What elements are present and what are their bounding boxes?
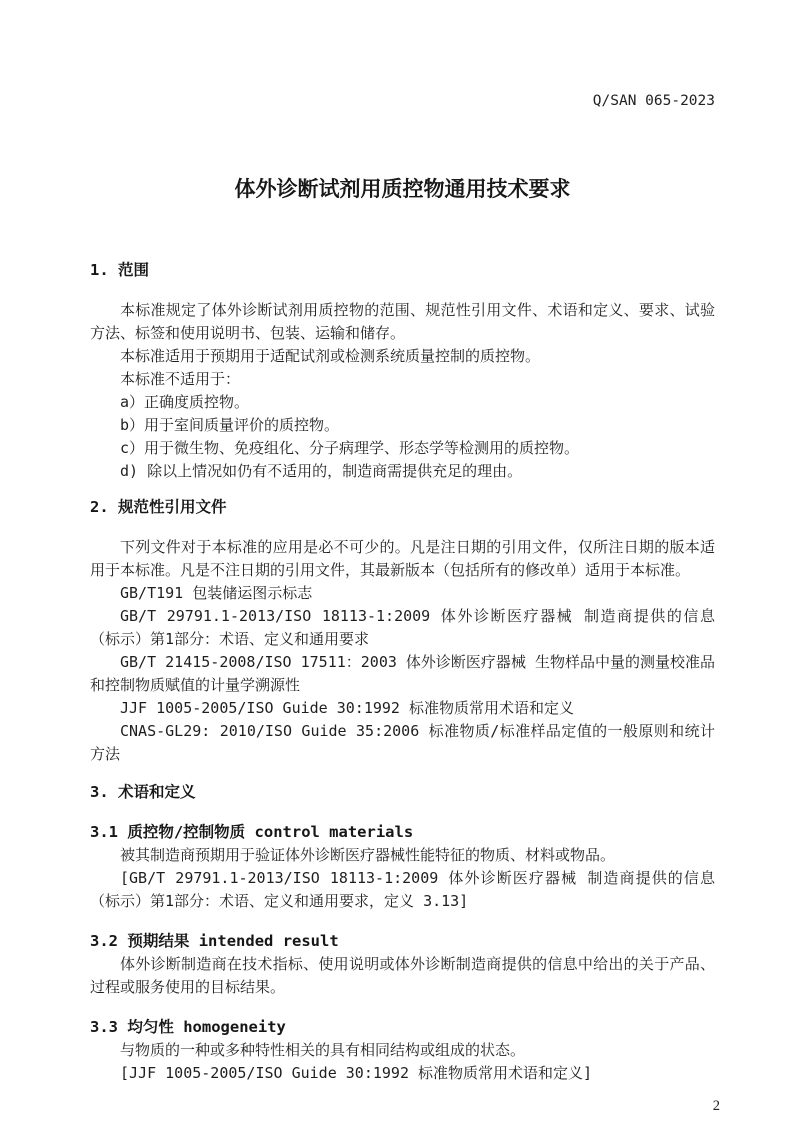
term-name-en: intended result — [198, 932, 339, 950]
reference-item: JJF 1005-2005/ISO Guide 30:1992 标准物质常用术语和定义 — [120, 699, 574, 717]
doc-title: 体外诊断试剂用质控物通用技术要求 — [234, 178, 571, 201]
reference-item: GB/T 21415-2008/ISO 17511：2003 体外诊断医疗器械 生物样品中量的测量校准品和控制物质赋值的计量学溯源性 — [90, 653, 715, 694]
term-name-zh: 预期结果 — [127, 932, 190, 950]
term-3-3-heading — [90, 1016, 715, 1039]
term-source: [JJF 1005-2005/ISO Guide 30:1992 标准物质常用术语和定义] — [120, 1064, 593, 1082]
list-item-a: a）正确度质控物。 — [120, 393, 250, 411]
term-number: 3.1 — [90, 823, 118, 841]
section-1-paragraph: 本标准规定了体外诊断试剂用质控物的范围、规范性引用文件、术语和定义、要求、试验方法、标签和使用说明书、包装、运输和储存。 — [90, 301, 715, 342]
section-1-paragraph: 本标准适用于预期用于适配试剂或检测系统质量控制的质控物。 — [120, 347, 541, 365]
list-item-d: d) 除以上情况如仍有不适用的，制造商需提供充足的理由。 — [120, 462, 523, 480]
list-item-c: c）用于微生物、免疫组化、分子病理学、形态学等检测用的质控物。 — [120, 439, 580, 457]
reference-item: GB/T 29791.1-2013/ISO 18113-1:2009 体外诊断医疗器械 制造商提供的信息（标示）第1部分：术语、定义和通用要求 — [90, 607, 715, 648]
term-name-zh: 均匀性 — [127, 1018, 174, 1036]
section-2-heading: 2. 规范性引用文件 — [90, 498, 227, 516]
term-number: 3.2 — [90, 932, 118, 950]
term-source: [GB/T 29791.1-2013/ISO 18113-1:2009 体外诊断医疗器械 制造商提供的信息（标示）第1部分：术语、定义和通用要求，定义 3.13] — [90, 869, 715, 910]
term-name-en: homogeneity — [183, 1018, 286, 1036]
term-3-1-heading — [90, 821, 715, 844]
term-name-en: control materials — [254, 823, 414, 841]
section-3-heading: 3. 术语和定义 — [90, 783, 196, 801]
term-definition: 与物质的一种或多种特性相关的具有相同结构或组成的状态。 — [120, 1041, 526, 1059]
section-1-paragraph: 本标准不适用于： — [120, 370, 241, 388]
section-1-heading: 1. 范围 — [90, 261, 149, 279]
page-number: 2 — [712, 1098, 720, 1114]
section-2-paragraph: 下列文件对于本标准的应用是必不可少的。凡是注日期的引用文件，仅所注日期的版本适用于本标准。凡是不注日期的引用文件，其最新版本（包括所有的修改单）适用于本标准。 — [90, 538, 715, 579]
term-name-zh: 质控物/控制物质 — [127, 823, 246, 841]
term-definition: 被其制造商预期用于验证体外诊断医疗器械性能特征的物质、材料或物品。 — [120, 846, 616, 864]
doc-code: Q/SAN 065-2023 — [592, 93, 715, 109]
term-number: 3.3 — [90, 1018, 118, 1036]
reference-item: GB/T191 包装储运图示标志 — [120, 584, 313, 602]
list-item-b: b）用于室间质量评价的质控物。 — [120, 416, 340, 434]
term-definition: 体外诊断制造商在技术指标、使用说明或体外诊断制造商提供的信息中给出的关于产品、过程或服务使用的目标结果。 — [90, 955, 715, 996]
term-3-2-heading — [90, 930, 715, 953]
reference-item: CNAS-GL29: 2010/ISO Guide 35:2006 标准物质/标准样品定值的一般原则和统计方法 — [90, 722, 715, 763]
